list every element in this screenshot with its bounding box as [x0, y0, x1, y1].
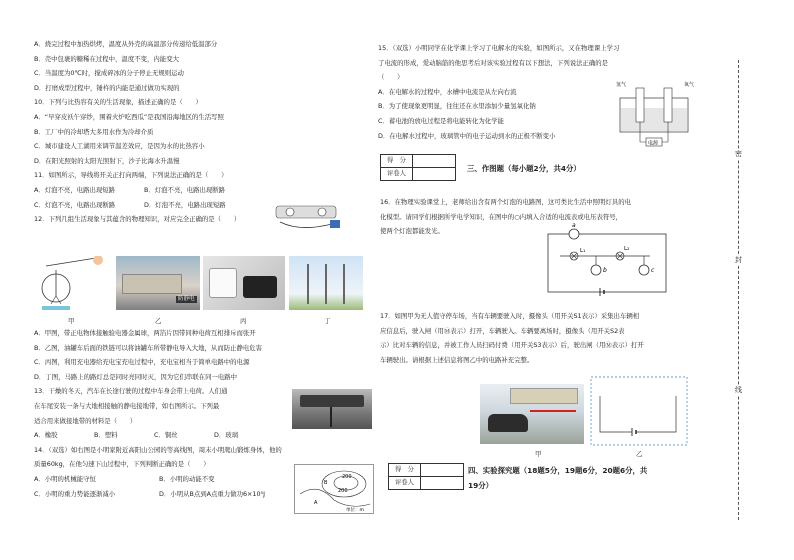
q14-line-2: 质量60kg，在他匀速下山过程中，下列判断正确的是（ ） — [34, 460, 210, 469]
q13-line-1: 13．干燥的冬天，汽车在长途行驶的过程中车身会带上电荷。人们通 — [34, 387, 228, 396]
q12-option-a: A．甲图，带正电物体接触验电器金属球，两箔片因带同种电荷互相排斥而张开 — [34, 329, 256, 337]
contour-label-200a: 200 — [342, 474, 352, 480]
q9-option-d: D．打磨成型过程中，锤杵的内能是通过做功实现的 — [34, 83, 180, 92]
q14-options-row2 — [34, 490, 284, 498]
q12-caption-jia: 甲 — [68, 317, 75, 325]
q11-circuit-figure — [270, 196, 350, 234]
q16-line-1: 16．在物理实验课堂上，老师给出含有两个灯泡的电路图，这可类比生活中照明灯具的电 — [380, 198, 631, 206]
q15-option-b: B．为了使现象更明显，往往还在水里添加少量氢氧化钠 — [378, 102, 536, 111]
q13-option-d: D．玻璃 — [214, 431, 239, 440]
grader-cell — [412, 168, 455, 181]
q12-option-d: D．丁图，马路上的路灯总是同时亮同时灭，因为它们串联在同一电路中 — [34, 372, 238, 381]
anti-static-label: 防静电 — [178, 296, 195, 302]
contour-point-b: B — [324, 480, 328, 486]
q11-option-a: A．灯泡不亮，电路出现短路 — [34, 185, 116, 194]
section4-heading-cont: 19分） — [468, 481, 494, 490]
q12-option-c: C．丙图，利用充电器给充电宝充电过程中，充电宝相当于简单电路中的电源 — [34, 358, 250, 367]
contour-point-a: A — [314, 500, 318, 506]
q10-option-c: C．城市建设人工湖用来调节温差效应，是因为水的比热容小 — [34, 142, 205, 151]
binder-char-3: 线 — [735, 386, 742, 394]
q17-caption-yi: 乙 — [636, 450, 643, 458]
q17-line-1: 17．如图甲为无人值守停车场，当有车辆要驶入时，摄像头（用开关S1表示）采集出车辆相 — [380, 312, 640, 320]
streetlight-photo — [289, 256, 363, 310]
q15-line-1: 15．（双选）小明同学在化学课上学习了电解水的实验，如图所示，又在物理课上学习 — [378, 44, 620, 52]
binding-line — [738, 60, 739, 520]
q17-block — [380, 312, 702, 370]
q10-stem: 10．下列与比热容有关的生活现象，描述正确的是（ ） — [34, 98, 202, 107]
charger-photo — [203, 256, 285, 310]
q17-line-3: 示）比对车辆的信息，并被工作人员扫码付费（用开关S3表示）后，驶出闸（用Ⓜ表示）打开 — [380, 341, 644, 350]
q12-caption-bing: 丙 — [240, 317, 247, 325]
q13-option-a: A．橡胶 — [34, 431, 58, 440]
slot-c-label: c — [651, 267, 655, 274]
hydrogen-label: 氢气 — [616, 82, 627, 88]
lamp-l1-label: L₁ — [580, 248, 586, 254]
q17-line-2: 应信息后，驶入闸（用Ⓜ表示）打开，车辆驶入。车辆要离场时，摄像头（用开关S2表 — [380, 326, 625, 335]
binder-char-2: 封 — [735, 256, 742, 264]
q9-option-a: A．烧完过程中加热烘烤，温度从外壳的高温部分传递给低温部分 — [34, 40, 218, 48]
q11-options-row2 — [34, 201, 254, 209]
q16-line-2: 化模型。请同学们根据所学电学知识，在图中的○内填入合适的电流表或电压表符号， — [380, 212, 623, 221]
q9-option-b: B．壳中包裹的糖稀在过程中，温度不变，内能变大 — [34, 54, 179, 63]
contour-label-200b: 200 — [338, 488, 348, 494]
score-box-section3 — [380, 154, 456, 181]
score-cell — [412, 155, 455, 168]
section3-heading: 三、作图题（每小题2分，共4分） — [467, 164, 581, 173]
q11-options-row1 — [34, 186, 254, 194]
q11-option-d: D．灯泡不亮，电路出现短路 — [144, 200, 226, 209]
q13-options — [34, 431, 274, 439]
grader-label: 评卷人 — [381, 168, 413, 181]
oxygen-label: 氧气 — [684, 82, 695, 88]
q13-option-c: C．铜丝 — [154, 431, 178, 440]
score-box-section4 — [388, 463, 464, 490]
q10-option-d: D．在阳光照射的太阳光照射下，沙子比海水升温慢 — [34, 156, 180, 165]
q14-option-d: D．小明从B点到A点重力做功6×10⁵J — [159, 489, 265, 498]
q17-line-4: 车辆驶出。请根据上述信息将图乙中的电路补充完整。 — [380, 355, 534, 364]
q16-circuit-diagram — [540, 222, 674, 300]
q15-line-2: 了电流的形成，爱动脑筋的他思考后对该实验过程有以下想法，下列说法正确的是 — [378, 58, 609, 67]
electrolysis-diagram — [614, 78, 702, 150]
meter-slot-b[interactable] — [591, 265, 601, 275]
grader-cell-2 — [420, 477, 463, 490]
q10-option-b: B．工厂中的冷却塔大多用水作为冷却介质 — [34, 127, 154, 136]
binder-char-1: 密 — [735, 150, 742, 158]
score-label: 得 分 — [381, 155, 413, 168]
q15-option-c: C．蓄电池的放电过程是将电能转化为化学能 — [378, 116, 504, 125]
q14-option-b: B．小明的动能不变 — [159, 474, 215, 483]
score-label-2: 得 分 — [389, 464, 421, 477]
q9-option-c: C．当温度为0℃时，搅成碎冰的分子停止无规则运动 — [34, 69, 184, 78]
q14-line-1: 14．（双选）如右图是小明家附近高阳山公园的等高线图，周末小明爬山锻炼身体，他的 — [34, 445, 282, 454]
q13-option-b: B．塑料 — [94, 431, 118, 440]
electroscope-figure — [36, 256, 110, 312]
q10-option-a: A．“早穿皮袄午穿纱，围着火炉吃西瓜”是我国沿海地区的生活写照 — [34, 112, 224, 121]
car-ground-strap-photo — [292, 389, 372, 429]
lamp-l2-label: L₂ — [624, 246, 630, 252]
q11-option-b: B．灯泡不亮，电路出现断路 — [144, 185, 226, 194]
contour-map — [294, 464, 374, 514]
q15-option-a: A．在电解水的过程中，水槽中电流是从左向右流 — [378, 87, 517, 96]
tanker-photo — [116, 256, 200, 310]
q17-circuit-area[interactable] — [590, 376, 688, 446]
meter-slot-c[interactable] — [639, 265, 649, 275]
parking-lot-photo — [480, 384, 584, 444]
q11-stem: 11．如图所示，导线将开关正打向两端，下列说法正确的是（ ） — [34, 171, 228, 180]
meter-slot-a[interactable] — [569, 229, 579, 239]
q14-options-row1 — [34, 475, 284, 483]
q11-option-c: C．灯泡不亮，电路出现断路 — [34, 200, 116, 209]
slot-a-label: a — [572, 222, 576, 229]
q14-option-c: C．小明的重力势能逐渐减小 — [34, 489, 116, 498]
q16-line-3: 使两个灯泡都能发光。 — [380, 227, 444, 236]
contour-unit: 单位：m — [346, 508, 364, 513]
power-source-label: 电源 — [648, 140, 659, 147]
q12-caption-ding: 丁 — [324, 317, 331, 325]
q17-caption-jia: 甲 — [535, 450, 542, 458]
q12-option-b: B．乙图，油罐车后面的铁链可以将油罐车所带静电导入大地，从而防止静电危害 — [34, 343, 263, 352]
q13-line-2: 在车尾安装一条与大地相接触的静电接地带，如右图所示。下列最 — [34, 401, 220, 410]
slot-b-label: b — [603, 267, 607, 274]
grader-label-2: 评卷人 — [389, 477, 421, 490]
section4-heading: 四、实验探究题（18题5分，19题6分，20题6分，共 — [468, 466, 648, 475]
q15-option-d: D．在电解水过程中，玻璃管中的电子运动到水的正极不断变小 — [378, 131, 556, 140]
score-cell-2 — [420, 464, 463, 477]
q14-option-a: A．小明的机械能守恒 — [34, 474, 96, 483]
q13-line-3: 适合用来做接地带的材料是（ ） — [34, 416, 137, 425]
q15-line-3: （ ） — [378, 73, 404, 82]
q12-caption-yi: 乙 — [155, 317, 162, 325]
q12-stem: 12．下列几组生活现象与其蕴含的物理知识，对应完全正确的是（ ） — [34, 215, 241, 224]
